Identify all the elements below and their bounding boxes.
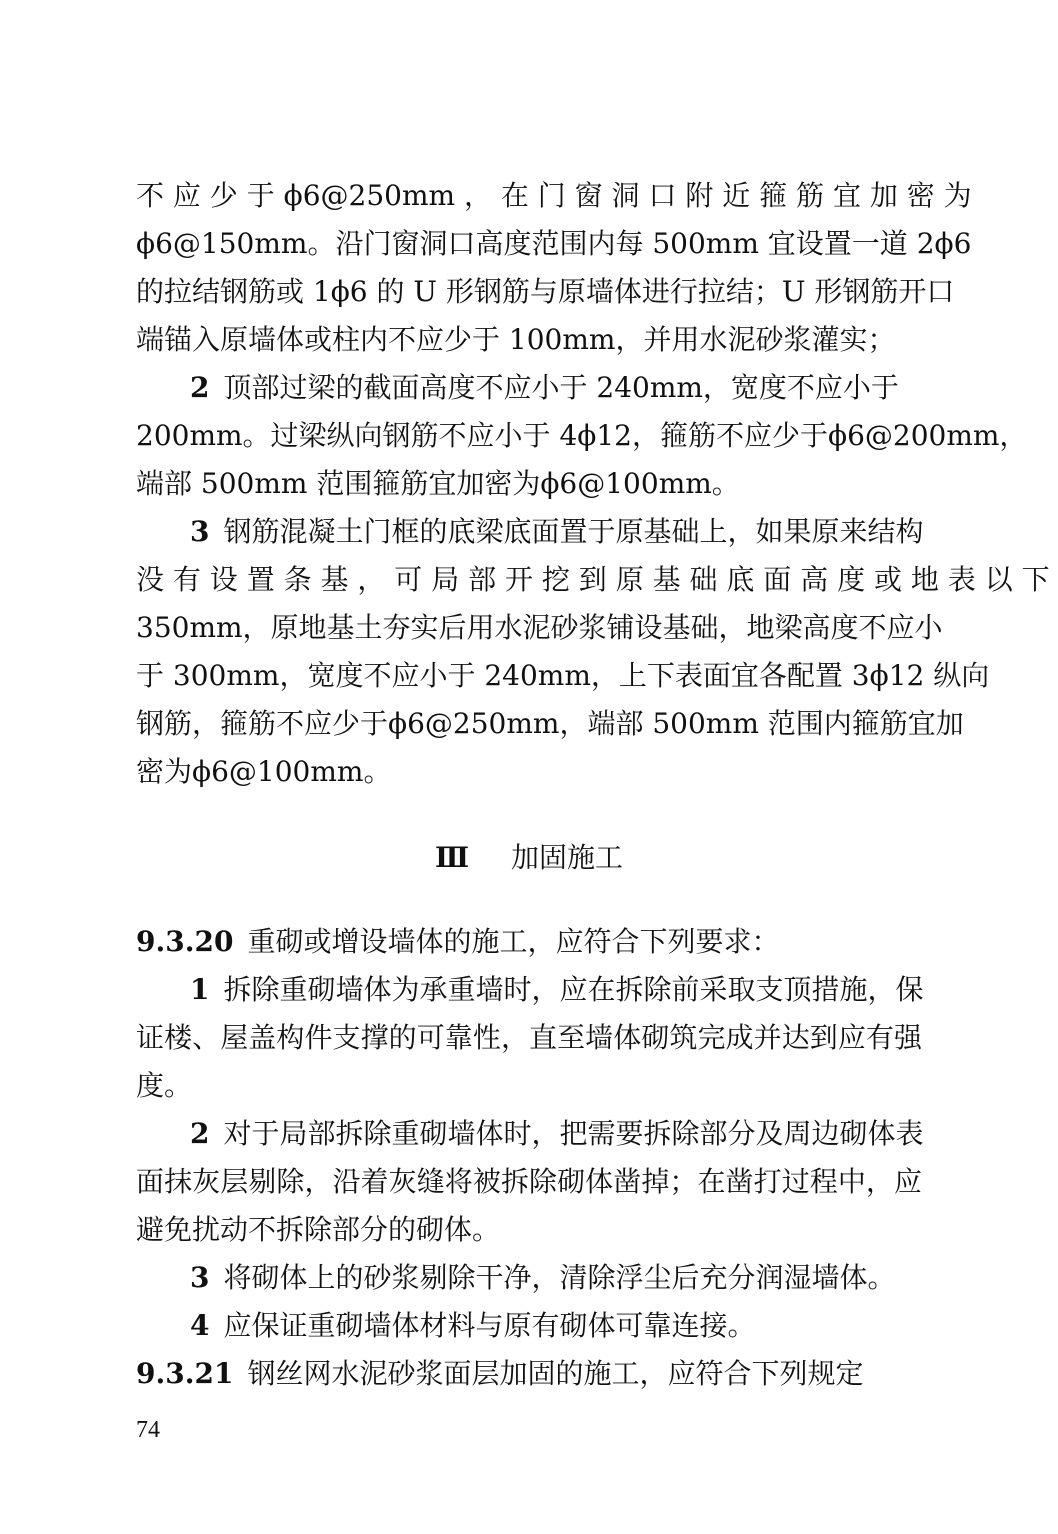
item-number: 4 (190, 1309, 210, 1342)
paragraph-line: 度。 (136, 1069, 193, 1102)
paragraph-line: 面抹灰层剔除，沿着灰缝将被拆除砌体凿掉；在凿打过程中，应 (136, 1165, 922, 1198)
paragraph-line: 钢筋，箍筋不应少于ϕ6@250mm，端部 500mm 范围内箍筋宜加 (136, 707, 964, 740)
item-text: 将砌体上的砂浆剔除干净，清除浮尘后充分润湿墙体。 (223, 1261, 896, 1294)
section-heading (0, 838, 1058, 878)
list-item-4 (190, 1306, 922, 1346)
page-number: 74 (136, 1417, 160, 1443)
clause-9-3-20 (136, 922, 922, 962)
paragraph-line: 200mm。过梁纵向钢筋不应小于 4ϕ12，箍筋不应少于ϕ6@200mm， (136, 419, 1028, 452)
item-text: 对于局部拆除重砌墙体时，把需要拆除部分及周边砌体表 (223, 1117, 924, 1150)
clause-text: 钢丝网水泥砂浆面层加固的施工，应符合下列规定 (247, 1357, 864, 1390)
paragraph-line: 于 300mm，宽度不应小于 240mm，上下表面宜各配置 3ϕ12 纵向 (136, 659, 990, 692)
list-item-2 (190, 368, 922, 408)
section-title: 加固施工 (511, 841, 624, 874)
paragraph-line: 密为ϕ6@100mm。 (136, 755, 392, 788)
item-number: 2 (190, 371, 210, 404)
paragraph-line: 证楼、屋盖构件支撑的可靠性，直至墙体砌筑完成并达到应有强 (136, 1021, 922, 1054)
clause-text: 重砌或增设墙体的施工，应符合下列要求： (247, 925, 780, 958)
item-text: 顶部过梁的截面高度不应小于 240mm，宽度不应小于 (223, 371, 899, 404)
paragraph-line: 的拉结钢筋或 1ϕ6 的 U 形钢筋与原墙体进行拉结；U 形钢筋开口 (136, 275, 955, 308)
item-number: 3 (190, 515, 210, 548)
paragraph-line: 没 有 设 置 条 基 ， 可 局 部 开 挖 到 原 基 础 底 面 高 度 或 地 表 以 下 (136, 563, 1050, 596)
paragraph-line: 端部 500mm 范围箍筋宜加密为ϕ6@100mm。 (136, 467, 740, 500)
paragraph-line: 避免扰动不拆除部分的砌体。 (136, 1213, 501, 1246)
section-roman-numeral: Ⅲ (434, 841, 470, 874)
list-item-2 (190, 1114, 922, 1154)
item-text: 钢筋混凝土门框的底梁底面置于原基础上，如果原来结构 (223, 515, 924, 548)
list-item-3 (190, 512, 922, 552)
paragraph-line: 350mm，原地基土夯实后用水泥砂浆铺设基础，地梁高度不应小 (136, 611, 943, 644)
item-text: 拆除重砌墙体为承重墙时，应在拆除前采取支顶措施，保 (223, 973, 924, 1006)
clause-number: 9.3.21 (136, 1357, 234, 1390)
paragraph-line: 不 应 少 于 ϕ6@250mm ， 在 门 窗 洞 口 附 近 箍 筋 宜 加 密 为 (136, 179, 972, 212)
item-text: 应保证重砌墙体材料与原有砌体可靠连接。 (223, 1309, 756, 1342)
item-number: 1 (190, 973, 210, 1006)
item-number: 2 (190, 1117, 210, 1150)
paragraph-line: 端锚入原墙体或柱内不应少于 100mm，并用水泥砂浆灌实； (136, 323, 896, 356)
clause-number: 9.3.20 (136, 925, 234, 958)
list-item-3 (190, 1258, 922, 1298)
item-number: 3 (190, 1261, 210, 1294)
paragraph-line: ϕ6@150mm。沿门窗洞口高度范围内每 500mm 宜设置一道 2ϕ6 (136, 227, 972, 260)
clause-9-3-21 (136, 1354, 922, 1394)
list-item-1 (190, 970, 922, 1010)
